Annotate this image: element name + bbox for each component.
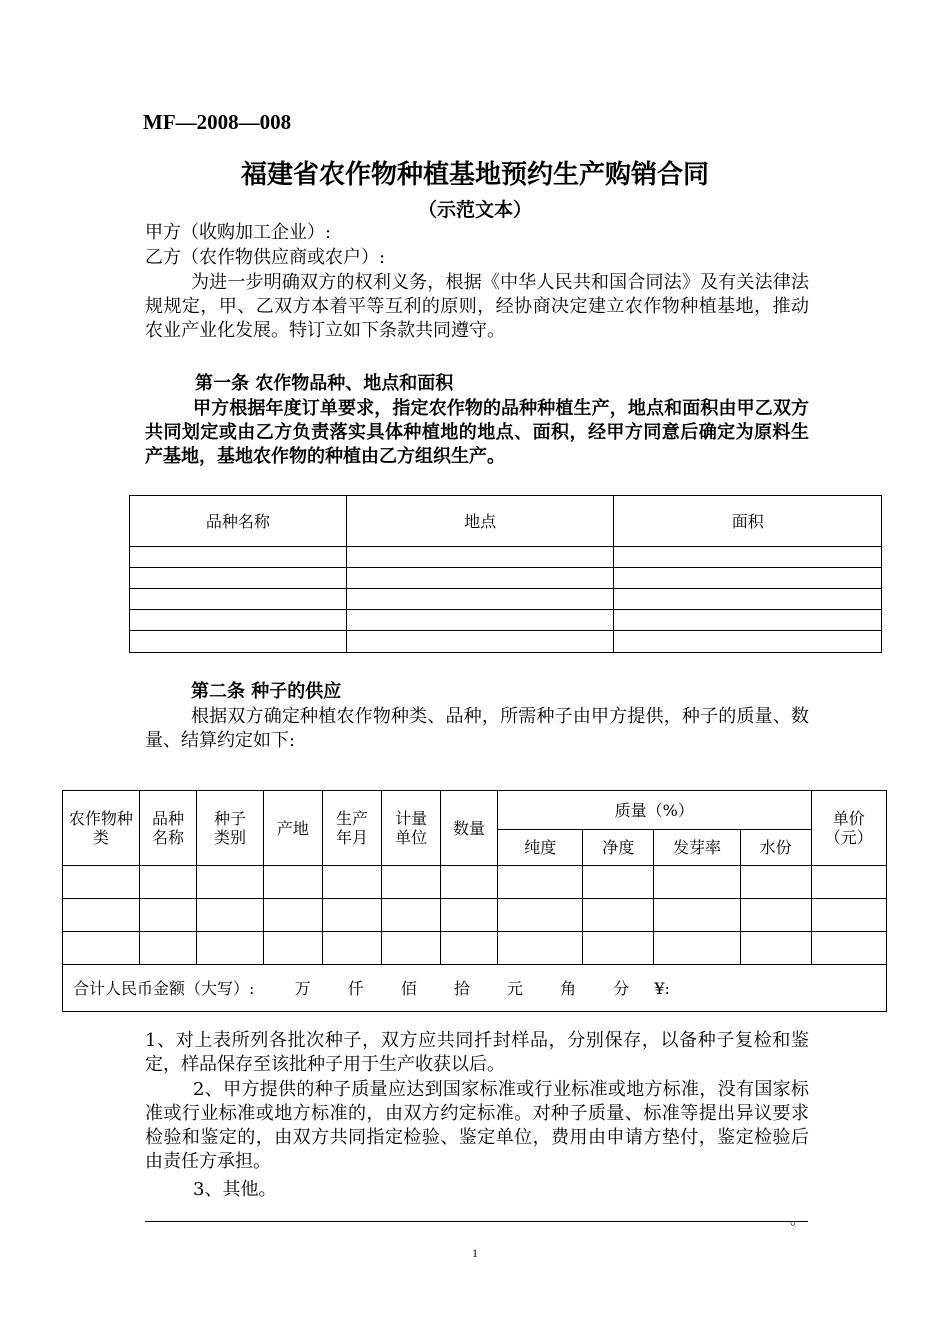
article1-heading: 第一条 农作物品种、地点和面积 <box>195 373 454 394</box>
clause-2: 2、甲方提供的种子质量应达到国家标准或行业标准或地方标准，没有国家标准或行业标准或地方标准的，由双方约定标准。对种子质量、标准等提出异议要求检验和鉴定的，由双方共同指定检验、鉴定单位，费用由申请方垫付，鉴定检验后由责任方承担。 <box>145 1079 809 1172</box>
amount-figure-label: ¥: <box>654 978 670 998</box>
table-cell[interactable] <box>440 899 497 932</box>
table-row <box>63 932 887 965</box>
table-cell[interactable] <box>498 866 583 899</box>
table-cell[interactable] <box>654 932 740 965</box>
fill-in-line <box>145 1221 808 1222</box>
table-cell[interactable] <box>498 932 583 965</box>
table-cell[interactable] <box>583 899 654 932</box>
table-cell[interactable] <box>614 547 882 568</box>
table-row <box>130 631 882 653</box>
table-cell[interactable] <box>263 932 322 965</box>
table-row <box>63 899 887 932</box>
document-code: MF—2008—008 <box>143 110 292 134</box>
unit-wan: 万 <box>294 978 311 998</box>
table-row <box>130 568 882 589</box>
table-cell[interactable] <box>614 568 882 589</box>
table-cell[interactable] <box>130 547 347 568</box>
unit-jiao: 角 <box>560 978 577 998</box>
table-cell[interactable] <box>740 899 811 932</box>
table-cell[interactable] <box>139 899 197 932</box>
table-cell[interactable] <box>197 866 263 899</box>
unit-bai: 佰 <box>400 978 417 998</box>
table-cell[interactable] <box>346 589 614 610</box>
col-seed-class: 种子类别 <box>197 791 263 866</box>
col-prod-date: 生产年月 <box>322 791 382 866</box>
table-cell[interactable] <box>130 631 347 653</box>
table-cell[interactable] <box>346 610 614 631</box>
table-cell[interactable] <box>498 899 583 932</box>
table-cell[interactable] <box>139 866 197 899</box>
planting-table <box>129 495 882 653</box>
col-quantity: 数量 <box>440 791 497 866</box>
party-b-label: 乙方（农作物供应商或农户）: <box>145 247 386 268</box>
page-number: 1 <box>472 1246 478 1260</box>
table-cell[interactable] <box>346 568 614 589</box>
unit-shi: 拾 <box>453 978 470 998</box>
clause-1: 1、对上表所列各批次种子，双方应共同扦封样品，分别保存，以备种子复检和鉴定，样品保存至该批种子用于生产收获以后。 <box>145 1030 809 1075</box>
table-cell[interactable] <box>197 899 263 932</box>
table-row <box>130 589 882 610</box>
table-cell[interactable] <box>130 568 347 589</box>
article2-body: 根据双方确定种植农作物种类、品种，所需种子由甲方提供，种子的质量、数量、结算约定如下: <box>145 706 809 751</box>
intro-paragraph: 为进一步明确双方的权利义务，根据《中华人民共和国合同法》及有关法律法规规定，甲、乙双方本着平等互利的原则，经协商决定建立农作物种植基地，推动农业产业化发展。特订立如下条款共同遵守。 <box>145 272 809 341</box>
table-cell[interactable] <box>654 866 740 899</box>
table-cell[interactable] <box>382 932 441 965</box>
table-cell[interactable] <box>614 610 882 631</box>
table-cell[interactable] <box>63 932 140 965</box>
table-cell[interactable] <box>440 932 497 965</box>
table-cell[interactable] <box>322 866 382 899</box>
party-a-label: 甲方（收购加工企业）: <box>145 222 332 243</box>
table-cell[interactable] <box>63 866 140 899</box>
table-cell[interactable] <box>740 932 811 965</box>
table-header: 面积 <box>614 496 882 547</box>
document-title: 福建省农作物种植基地预约生产购销合同 <box>240 160 709 190</box>
table-cell[interactable] <box>130 610 347 631</box>
clause-3: 3、其他。 <box>193 1179 277 1200</box>
end-mark: 。 <box>790 1209 807 1228</box>
table-cell[interactable] <box>346 631 614 653</box>
table-cell[interactable] <box>322 932 382 965</box>
col-origin: 产地 <box>263 791 322 866</box>
table-cell[interactable] <box>130 589 347 610</box>
col-unit: 计量单位 <box>382 791 441 866</box>
col-crop-type: 农作物种 类 <box>63 791 140 866</box>
table-cell[interactable] <box>197 932 263 965</box>
table-cell[interactable] <box>583 932 654 965</box>
table-cell[interactable] <box>63 899 140 932</box>
unit-qian: 仟 <box>347 978 364 998</box>
col-quality: 质量（%） <box>498 791 812 830</box>
document-subtitle: （示范文本） <box>417 199 532 221</box>
table-row <box>130 610 882 631</box>
col-variety: 品种名称 <box>139 791 197 866</box>
table-header: 地点 <box>346 496 614 547</box>
table-cell[interactable] <box>139 932 197 965</box>
total-label: 合计人民币金额（大写）: <box>73 978 255 998</box>
table-cell[interactable] <box>263 899 322 932</box>
col-cleanliness: 净度 <box>583 830 654 866</box>
table-cell[interactable] <box>654 899 740 932</box>
seed-table <box>62 790 887 1012</box>
table-cell[interactable] <box>263 866 322 899</box>
table-cell[interactable] <box>740 866 811 899</box>
col-germination: 发芽率 <box>654 830 740 866</box>
table-cell[interactable] <box>583 866 654 899</box>
table-cell[interactable] <box>811 932 886 965</box>
table-cell[interactable] <box>322 899 382 932</box>
table-cell[interactable] <box>382 866 441 899</box>
unit-yuan: 元 <box>507 978 524 998</box>
article2-heading: 第二条 种子的供应 <box>191 681 342 702</box>
table-cell[interactable] <box>382 899 441 932</box>
unit-fen: 分 <box>613 978 630 998</box>
table-cell[interactable] <box>614 589 882 610</box>
table-cell[interactable] <box>811 899 886 932</box>
table-cell[interactable] <box>346 547 614 568</box>
table-cell[interactable] <box>811 866 886 899</box>
col-price: 单价（元） <box>811 791 886 866</box>
total-amount-row <box>63 965 887 1012</box>
article1-body: 甲方根据年度订单要求，指定农作物的品种种植生产，地点和面积由甲乙双方共同划定或由乙方负责落实具体种植地的地点、面积，经甲方同意后确定为原料生产基地，基地农作物的种植由乙方组织生产。 <box>145 398 809 467</box>
table-row <box>63 866 887 899</box>
col-moisture: 水份 <box>740 830 811 866</box>
table-cell[interactable] <box>440 866 497 899</box>
table-row <box>130 547 882 568</box>
table-header: 品种名称 <box>130 496 347 547</box>
col-purity: 纯度 <box>498 830 583 866</box>
table-cell[interactable] <box>614 631 882 653</box>
